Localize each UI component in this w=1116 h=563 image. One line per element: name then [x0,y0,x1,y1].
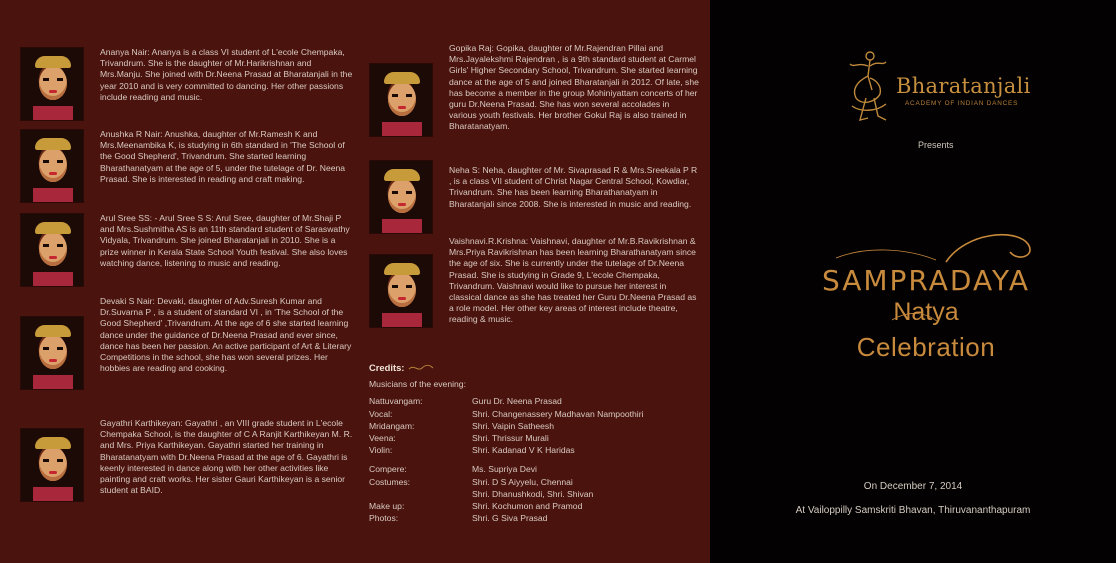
dancer-photo [20,316,84,390]
credits-section [369,362,699,524]
credit-name: Shri. Vaipin Satheesh [472,420,555,431]
student-bio: Gopika Raj: Gopika, daughter of Mr.Rajendran Pillai and Mrs.Jayalekshmi Rajendran , is a 9th standard student at Carmel Girls' Higher Secondary School, Trivandrum. She started learning dance at the age of 5 and joined Bharatanjali in 2012. Of late, she has become a member in the group Mohiniyattam concerts of her guru Dr.Neena Prasad. She has won several accolades in various youth festivals. Her brother Gokul Raj is also trained in Bharatanatyam. [449,43,699,132]
credit-row [369,420,699,432]
student-bio: Neha S: Neha, daughter of Mr. Sivaprasad R & Mrs.Sreekala P R , is a class VII student of Christ Nagar Central School, Kowdiar, Trivandrum. She has been learning Bharathanatyam in Bharatanjali since 2008. She is interested in music and reading. [449,165,698,209]
credit-role: Photos: [369,513,399,524]
credit-row [369,463,699,475]
credit-row [369,444,699,456]
title-line-2: Natya [893,298,959,326]
credit-name: Shri. Kochumon and Pramod [472,501,583,512]
credits-heading [369,362,699,374]
student-bio: Anushka R Nair: Anushka, daughter of Mr.Ramesh K and Mrs.Meenambika K, is studying in 6th standard in 'The School of the Good Shepherd', Trivandrum. She started learning Bharathanatyam at the age of 5, under the tutelage of Dr. Neena Prasad. She is interested in reading and craft making. [100,129,346,184]
credit-role: Vocal: [369,408,393,419]
dancer-photo [369,254,433,328]
credits-title: Credits: [369,362,405,373]
title-line-3: Celebration [856,332,996,362]
student-bio: Gayathri Karthikeyan: Gayathri , an VIII grade student in L'ecole Chempaka School, is the daughter of C A Ranjit Karthikeyan M. R. and Mrs. Priya Karthikeyan. Gayathri started her training in Bharatanatyam with Dr.Neena Prasad at the age of 6. Gayathri is keenly interested in dance along with her other activities like painting and craft works. Her sister Gauri Karthikeyan is a senior student at BAID. [100,418,353,496]
credit-name: Shri. D S Aiyyelu, Chennai [472,476,573,487]
credit-row [369,476,699,488]
credit-row [369,500,699,512]
dancer-photo [369,63,433,137]
credit-row [369,512,699,524]
credit-name: Shri. Kadanad V K Haridas [472,445,575,456]
credit-name: Shri. Dhanushkodi, Shri. Shivan [472,488,594,499]
event-title [796,228,1066,368]
credit-role: Violin: [369,445,393,456]
credit-row [369,395,699,407]
credit-role: Veena: [369,433,396,444]
dancer-photo [20,47,84,121]
credit-role: Mridangam: [369,420,415,431]
credit-name: Guru Dr. Neena Prasad [472,396,562,407]
student-bio: Devaki S Nair: Devaki, daughter of Adv.Suresh Kumar and Dr.Suvarna P , is a student of standard VI , in 'The School of the Good Shepherd' ,Trivandrum. At the age of 6 she started learning dance under the guidance of Dr.Neena Prasad and ever since, dance has been her passion. An active participant of Art & Literary Competitions in the school, she has won several prizes. Her hobbies are reading and cooking. [100,296,352,374]
student-bio: Vaishnavi.R.Krishna: Vaishnavi, daughter of Mr.B.Ravikrishnan & Mrs.Priya Ravikrishnan has been learning Bharathanatyam since the age of six. She is currently under the tutelage of Dr.Neena Prasad. She is studying in Grade 9, L'ecole Chempaka, Trivandrum. Vaishnavi would like to pursue her interest in classical dance as she has treated her Guru Dr.Neena Prasad as a role model. Her other key areas of interest include theatre, reading & music. [449,236,697,325]
credit-name: Shri. Changenassery Madhavan Nampoothiri [472,408,644,419]
presents-label: Presents [918,140,954,150]
title-line-1: SAMPRADAYA [821,264,1031,297]
dancer-photo [20,213,84,287]
dancer-photo [20,129,84,203]
event-date: On December 7, 2014 [863,481,963,492]
brand-name: Bharatanjali [896,74,1031,98]
brand-tagline: ACADEMY OF INDIAN DANCES [905,100,1019,107]
dancer-photo [369,160,433,234]
student-bio: Arul Sree SS: - Arul Sree S S: Arul Sree, daughter of Mr.Shaji P and Mrs.Sushmitha AS is an 11th standard student of Saraswathy Vidyala, Trivandrum. She joined Bharatanjali in 2010. She is a prize winner in Kerala State School Youth festival. She also loves watching dance, listening to music and reading. [100,213,350,268]
credit-row [369,432,699,444]
credits-intro: Musicians of the evening: [369,379,466,390]
dancer-photo [20,428,84,502]
student-bio: Ananya Nair: Ananya is a class VI student of L'ecole Chempaka, Trivandrum. She is the daughter of Mr.Harikrishnan and Mrs.Manju. She joined with Dr.Neena Prasad at Bharatanjali in the year 2010 and is very committed to dancing. Her other passions include reading and music. [100,47,353,102]
credit-row [369,488,699,500]
event-venue: At Vailoppilly Samskriti Bhavan, Thiruvananthapuram [795,505,1031,516]
credit-name: Shri. G Siva Prasad [472,513,548,524]
credit-name: Shri. Thrissur Murali [472,433,549,444]
flourish-icon [408,364,434,372]
credit-role [369,488,472,500]
credit-role: Costumes: [369,476,411,487]
credit-name: Ms. Supriya Devi [472,464,537,475]
credit-role: Compere: [369,464,407,475]
credit-row [369,408,699,420]
credit-role: Nattuvangam: [369,396,423,407]
credit-role: Make up: [369,501,405,512]
